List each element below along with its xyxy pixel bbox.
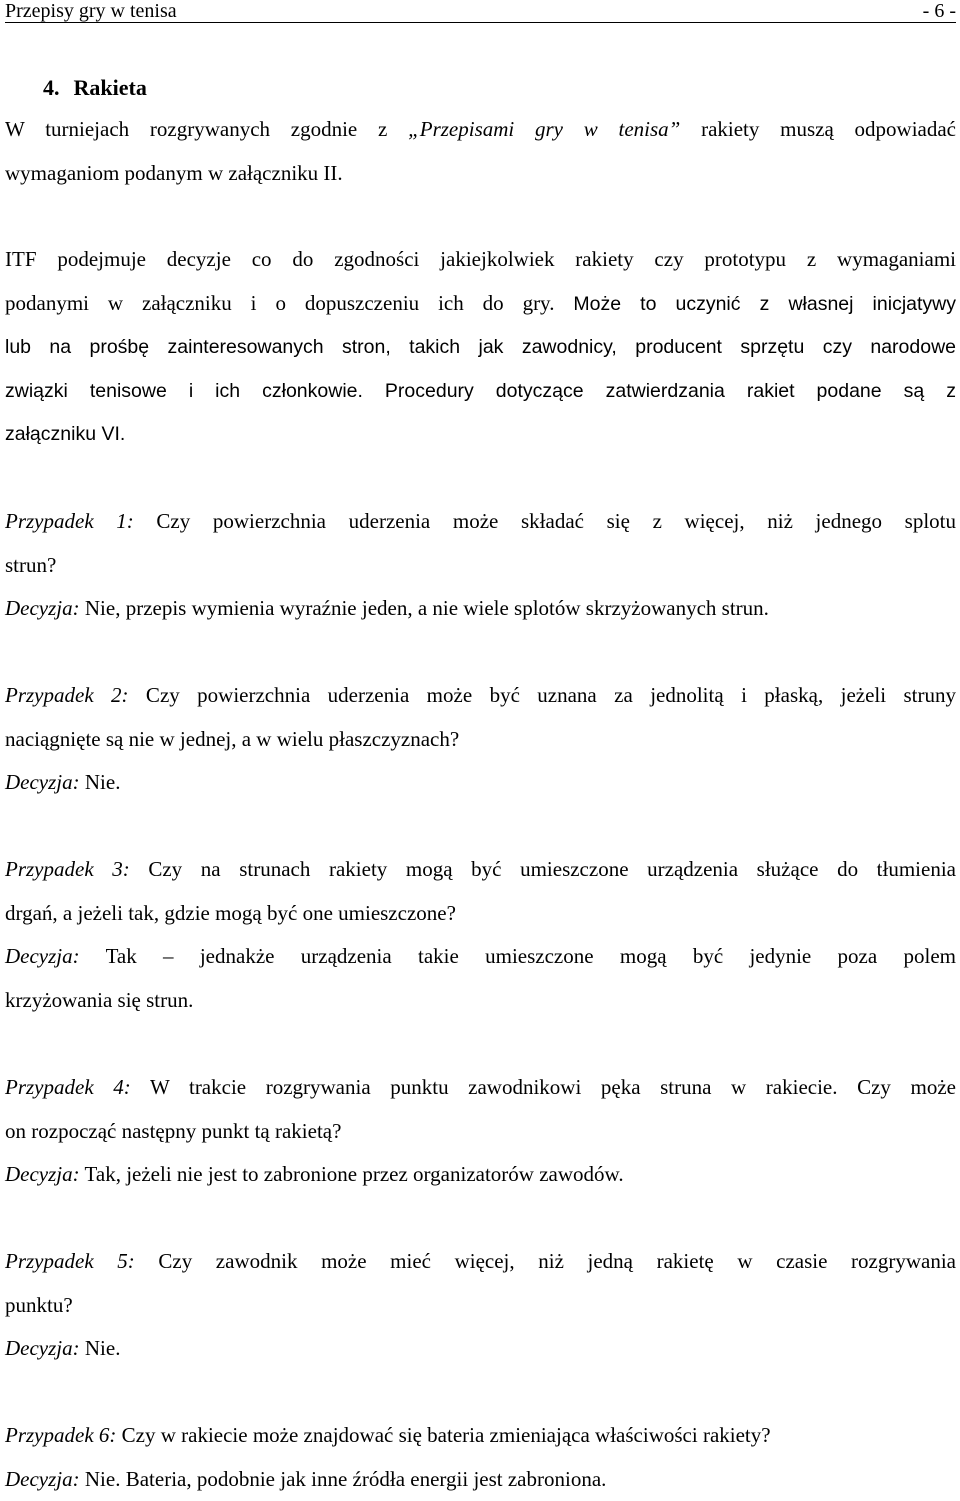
case-4-decision-text: Tak, jeżeli nie jest to zabronione przez organizatorów zawodów. [80,1162,624,1186]
itf-line-2 [5,282,956,327]
case-1-question-line-2: strun? [5,544,956,588]
case-6-label: Przypadek 6: [5,1423,116,1447]
header-title: Przepisy gry w tenisa [5,0,177,22]
case-2-decision-text: Nie. [80,770,121,794]
case-6-decision-label: Decyzja: [5,1467,80,1491]
case-5-question-line-1 [5,1240,956,1284]
case-5-decision [5,1327,956,1371]
itf-line-4: związki tenisowe i ich członkowie. Procedury dotyczące zatwierdzania rakiet podane są z [5,370,956,414]
section-heading [43,74,147,102]
case-5-question-line-2: punktu? [5,1284,956,1328]
case-1-decision-text: Nie, przepis wymienia wyraźnie jeden, a nie wiele splotów skrzyżowanych strun. [80,596,769,620]
case-3-decision-label: Decyzja: [5,944,80,968]
case-5-decision-text: Nie. [80,1336,121,1360]
case-6-decision-text: Nie. Bateria, podobnie jak inne źródła energii jest zabroniona. [80,1467,607,1491]
case-4-question-line-2: on rozpocząć następny punkt tą rakietą? [5,1110,956,1154]
case-4-label: Przypadek 4: [5,1075,131,1099]
case-3-question-line-1 [5,848,956,892]
section-title: Rakieta [74,75,147,100]
case-3-decision-line-2: krzyżowania się strun. [5,979,956,1023]
case-3-decision-text: Tak – jednakże urządzenia takie umieszczone mogą być jedynie poza polem [80,944,956,968]
case-4-question-text: W trakcie rozgrywania punktu zawodnikowi pęka struna w rakiecie. Czy może [131,1075,956,1099]
case-1-question-line-1 [5,500,956,544]
itf-line-5: załączniku VI. [5,413,956,457]
case-4 [5,1066,956,1197]
case-2-question-line-2: naciągnięte są nie w jednej, a w wielu płaszczyznach? [5,718,956,762]
intro-line-1 [5,108,956,152]
case-1-label: Przypadek 1: [5,509,134,533]
case-6-question-line-1 [5,1414,956,1458]
document-page [5,0,956,23]
case-4-decision-label: Decyzja: [5,1162,80,1186]
case-2 [5,674,956,805]
case-3-question-line-2: drgań, a jeżeli tak, gdzie mogą być one umieszczone? [5,892,956,936]
case-3-question-text: Czy na strunach rakiety mogą być umieszczone urządzenia służące do tłumienia [130,857,956,881]
case-5-decision-label: Decyzja: [5,1336,80,1360]
case-1 [5,500,956,631]
header-page-number: - 6 - [923,0,956,22]
case-4-decision [5,1153,956,1197]
case-2-label: Przypadek 2: [5,683,129,707]
case-3 [5,848,956,1022]
case-3-label: Przypadek 3: [5,857,130,881]
intro-paragraph [5,108,956,195]
running-header [5,0,956,23]
case-4-question-line-1 [5,1066,956,1110]
itf-line-2-a: podanymi w załączniku i o dopuszczeniu ich do gry. [5,291,573,315]
case-2-question-text: Czy powierzchnia uderzenia może być uznana za jednolitą i płaską, jeżeli struny [129,683,956,707]
case-1-question-text: Czy powierzchnia uderzenia może składać się z więcej, niż jednego splotu [134,509,956,533]
case-2-decision-label: Decyzja: [5,770,80,794]
case-1-decision-label: Decyzja: [5,596,80,620]
case-5-label: Przypadek 5: [5,1249,135,1273]
intro-text-b: rakiety muszą odpowiadać [680,117,956,141]
itf-line-1: ITF podejmuje decyzje co do zgodności jakiejkolwiek rakiety czy prototypu z wymaganiami [5,238,956,282]
case-1-decision [5,587,956,631]
intro-text-a: W turniejach rozgrywanych zgodnie z [5,117,408,141]
case-2-question-line-1 [5,674,956,718]
itf-line-2-b: Może to uczynić z własnej inicjatywy [573,293,956,315]
case-6-decision [5,1458,956,1501]
itf-line-3: lub na prośbę zainteresowanych stron, takich jak zawodnicy, producent sprzętu czy narodowe [5,326,956,370]
case-6 [5,1414,956,1501]
case-5-question-text: Czy zawodnik może mieć więcej, niż jedną rakietę w czasie rozgrywania [135,1249,956,1273]
intro-line-2: wymaganiom podanym w załączniku II. [5,152,956,196]
intro-quote: „Przepisami gry w tenisa” [408,117,680,141]
case-5 [5,1240,956,1371]
section-number: 4. [43,75,60,100]
case-3-decision-line-1 [5,935,956,979]
case-6-question-text: Czy w rakiecie może znajdować się bateria zmieniająca właściwości rakiety? [116,1423,770,1447]
itf-paragraph [5,238,956,457]
case-2-decision [5,761,956,805]
